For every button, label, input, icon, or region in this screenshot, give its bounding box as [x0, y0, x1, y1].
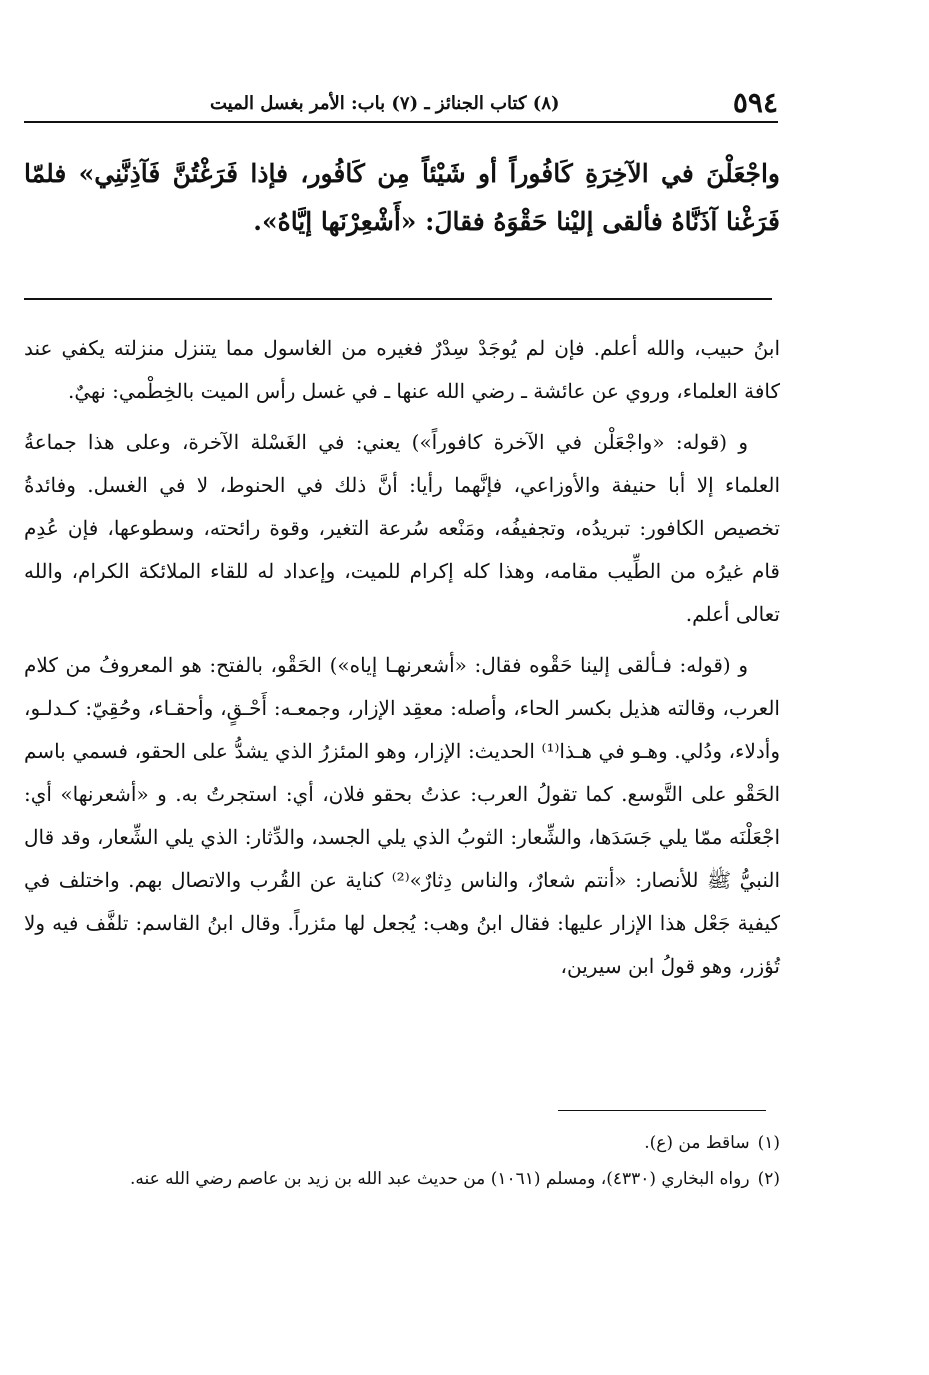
header-rule [24, 121, 778, 123]
footnote-number: (٢) [757, 1169, 780, 1189]
footnote [24, 1162, 780, 1196]
footnote-text: رواه البخاري (٤٣٣٠)، ومسلم (١٠٦١) من حديث عبد الله بن زيد بن عاصم رضي الله عنه. [129, 1169, 750, 1189]
commentary-paragraph: ابنُ حبيب، والله أعلم. فإن لم يُوجَدْ سِدْرٌ فغيره من الغاسول مما يتنزل منزلته يكفي عند كافة العلماء، وروي عن عائشة ـ رضي الله عنها ـ في غسل رأس الميت بالخِطْمي: نهيٌ. [24, 336, 780, 403]
section-divider [24, 298, 772, 300]
footnote-number: (١) [757, 1133, 780, 1153]
footnote-rule [558, 1110, 766, 1111]
footnote [24, 1126, 780, 1160]
commentary-paragraph: و (قوله: «واجْعَلْن في الآخرة كافوراً») يعني: في الغَسْلة الآخرة، وعلى هذا جماعةُ العلماء إلا أبا حنيفة والأوزاعي، فإنَّهما رأيا: أنَّ ذلك في الحنوط، لا في الغسل. وفائدةُ تخصيص الكافور: تبريدُه، وتجفيفُه، ومَنْعه سُرعة التغير، وقوة رائحته، وسطوعها، فإن عُدِم قام غيرُه من الطِّيب مقامه، وهذا كله إكرام للميت، وإعداد له للقاء الملائكة الكرام، والله تعالى أعلم. [24, 430, 780, 626]
page-number: ٥٩٤ [732, 86, 778, 119]
footnotes [24, 1126, 780, 1198]
commentary [24, 327, 780, 996]
commentary-paragraph: و (قوله: فـألقى إلينا حَقْوه فقال: «أشعرنهـا إياه») الحَقْو، بالفتح: هو المعروفُ من كلام العرب، وقالته هذيل بكسر الحاء، وأصله: معقِد الإزار، وجمعـه: أَحْـقٍ، وأحقـاء، وحُقِيّ: كـدلـو، وأدلاء، ودُلي. وهـو في هـذا⁽¹⁾ الحديث: الإزار، وهو المئزرُ الذي يشدُّ على الحقو، فسمي باسم الحَقْو على التَّوسع. كما تقولُ العرب: عذتُ بحقو فلان، أي: استجرتُ به. و «أشعرنها» أي: اجْعَلْنَه ممّا يلي جَسَدَها، والشِّعار: الثوبُ الذي يلي الجسد، والدِّثار: الذي يلي الشِّعار، وقد قال النبيُّ ﷺ للأنصار: «أنتم شعارٌ، والناس دِثارٌ»⁽²⁾ كناية عن القُرب والاتصال بهم. واختلف في كيفية جَعْل هذا الإزار عليها: فقال ابنُ وهب: يُجعل لها مئزراً. وقال ابنُ القاسم: تلفَّف فيه ولا تُؤزر، وهو قولُ ابن سيرين، [24, 653, 781, 978]
footnote-text: ساقط من (ع). [644, 1133, 750, 1153]
running-title: (٨) كتاب الجنائز ـ (٧) باب: الأمر بغسل الميت [210, 93, 560, 114]
page-header [24, 86, 778, 120]
hadith-text: واجْعَلْنَ في الآخِرَةِ كَافُوراً أو شَيْئاً مِن كَافُور، فإذا فَرَغْتُنَّ فَآذِنَّنِي» فلمّا فَرَغْنا آذَنَّاهُ فألقى إليْنا حَقْوَهُ فقالَ: «أَشْعِرْنَها إيَّاهُ». [24, 159, 780, 236]
